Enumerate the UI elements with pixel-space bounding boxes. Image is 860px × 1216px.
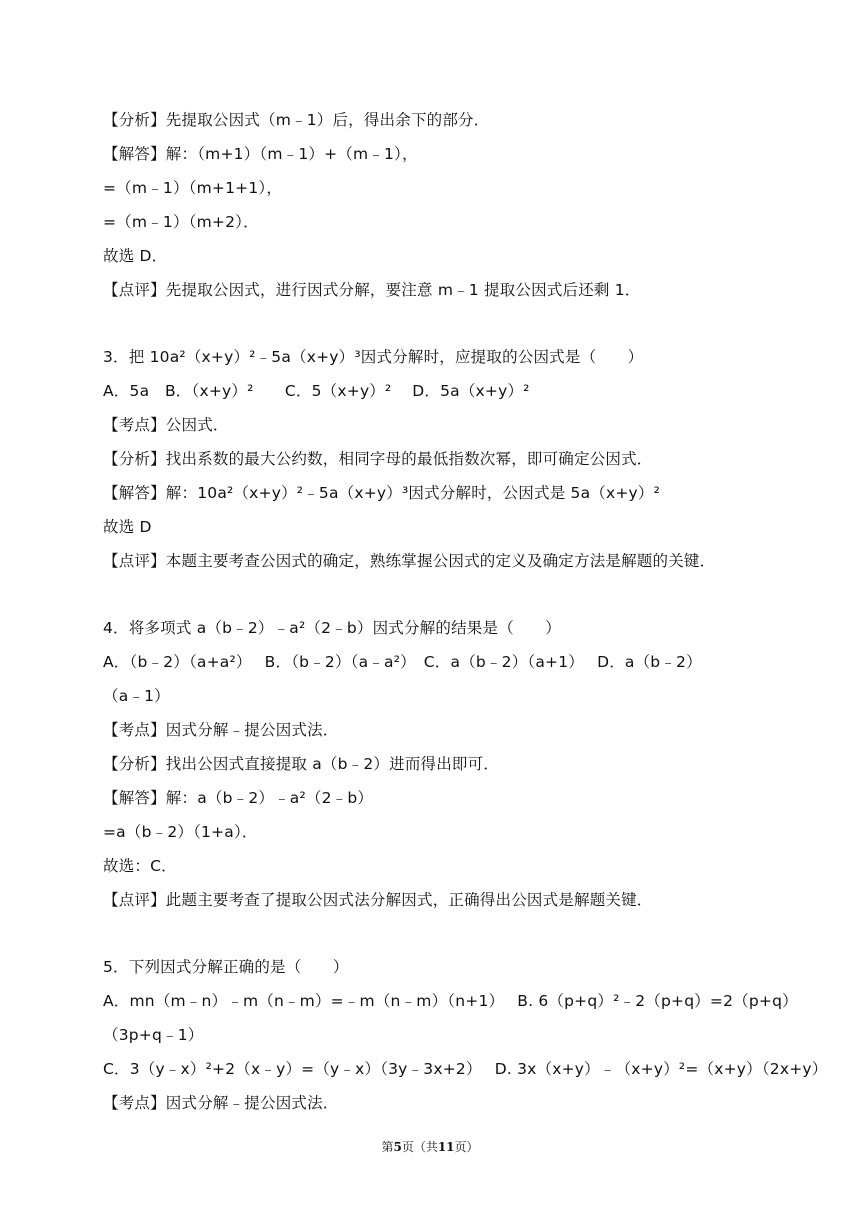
- solution-step-1-q2: =（m﹣1）（m+1+1），: [103, 179, 283, 197]
- footer-total-pages: 11: [437, 1140, 455, 1154]
- comment-line-q4: 【点评】此题主要考查了提取公因式法分解因式，正确得出公因式是解题关键．: [103, 891, 653, 909]
- solution-step-q4: =a（b﹣2）（1+a）．: [103, 823, 258, 841]
- solution-step-2-q2: =（m﹣1）（m+2）．: [103, 213, 259, 231]
- knowledge-point-q5: 【考点】因式分解﹣提公因式法．: [103, 1094, 339, 1112]
- question-3-stem: 3．把 10a²（x+y）²﹣5a（x+y）³因式分解时，应提取的公因式是（ ）: [103, 348, 644, 366]
- question-3-options: A．5a B．（x+y）² C．5（x+y）² D．5a（x+y）²: [103, 382, 530, 400]
- solution-line-q2: 【解答】解：（m+1）（m﹣1）+（m﹣1），: [103, 145, 418, 163]
- answer-line-q3: 故选 D: [103, 518, 152, 536]
- solution-line-q4: 【解答】解：a（b﹣2）﹣a²（2﹣b）: [103, 789, 374, 807]
- analysis-line-q2: 【分析】先提取公因式（m﹣1）后，得出余下的部分．: [103, 111, 490, 129]
- page-footer: [0, 1138, 860, 1155]
- knowledge-point-q3: 【考点】公因式．: [103, 416, 229, 434]
- footer-suffix: 页）: [454, 1140, 479, 1154]
- analysis-line-q4: 【分析】找出公因式直接提取 a（b﹣2）进而得出即可．: [103, 755, 500, 773]
- comment-line-q3: 【点评】本题主要考查公因式的确定，熟练掌握公因式的定义及确定方法是解题的关键．: [103, 552, 716, 570]
- comment-line-q2: 【点评】先提取公因式，进行因式分解，要注意 m﹣1 提取公因式后还剩 1．: [103, 281, 641, 299]
- question-4-options: A．（b﹣2）（a+a²） B．（b﹣2）（a﹣a²） C．a（b﹣2）（a+1） D．a（b﹣2）: [103, 653, 702, 671]
- answer-line-q2: 故选 D．: [103, 247, 168, 265]
- question-5-options-ab: A．mn（m﹣n）﹣m（n﹣m）=﹣m（n﹣m）（n+1） B. 6（p+q）²﹣2（p+q）=2（p+q）: [103, 992, 798, 1010]
- footer-prefix: 第: [381, 1140, 394, 1154]
- footer-mid: 页（共: [401, 1140, 438, 1154]
- question-5-stem: 5．下列因式分解正确的是（ ）: [103, 958, 349, 976]
- question-4-stem: 4．将多项式 a（b﹣2）﹣a²（2﹣b）因式分解的结果是（ ）: [103, 619, 562, 637]
- question-5-options-cd: C．3（y﹣x）²+2（x﹣y）=（y﹣x）（3y﹣3x+2） D. 3x（x+y）﹣（x+y）²=（x+y）（2x+y）: [103, 1060, 828, 1078]
- question-4-options-cont: （a﹣1）: [103, 687, 170, 705]
- solution-line-q3: 【解答】解：10a²（x+y）²﹣5a（x+y）³因式分解时，公因式是 5a（x+y）²: [103, 484, 661, 502]
- answer-line-q4: 故选：C．: [103, 857, 177, 875]
- question-5-options-b-cont: （3p+q﹣1）: [103, 1026, 204, 1044]
- analysis-line-q3: 【分析】找出系数的最大公约数，相同字母的最低指数次幂，即可确定公因式．: [103, 450, 653, 468]
- knowledge-point-q4: 【考点】因式分解﹣提公因式法．: [103, 721, 339, 739]
- footer-page-number: 5: [393, 1140, 402, 1154]
